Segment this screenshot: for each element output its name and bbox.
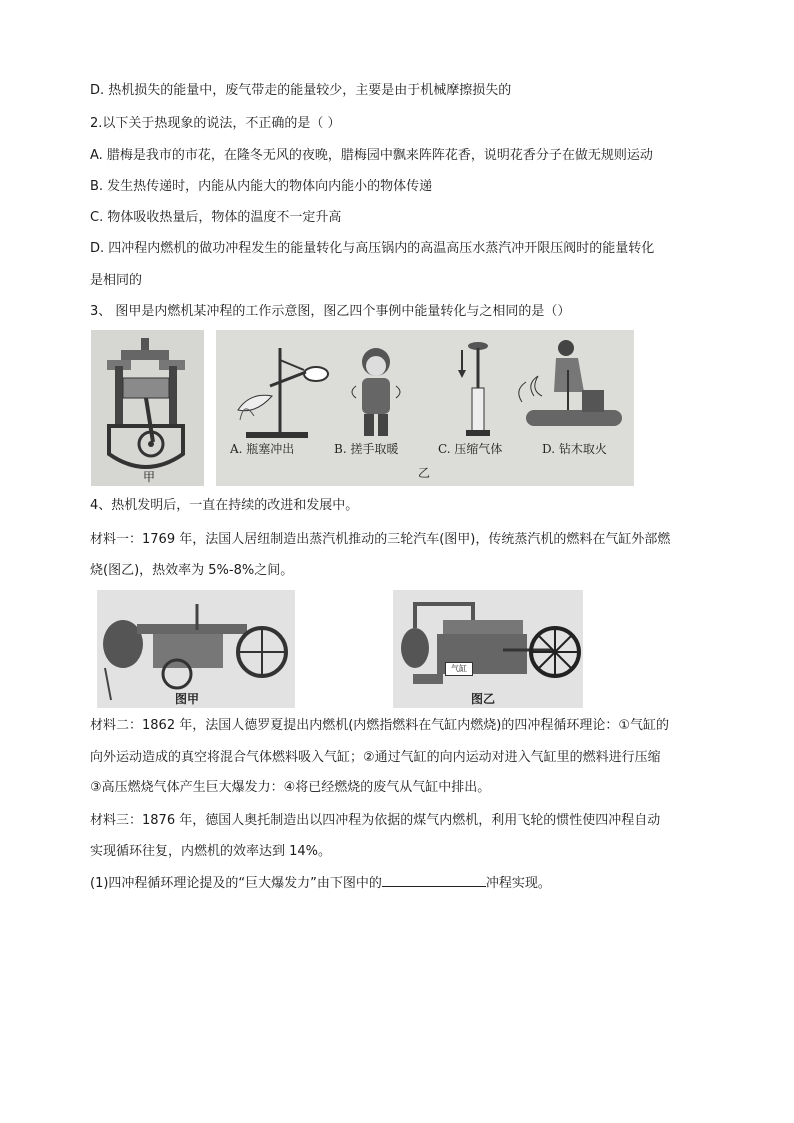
q2-option-b: B. 发生热传递时，内能从内能大的物体向内能小的物体传递 [90,179,433,194]
fig-jia-caption: 图甲 [175,692,200,706]
answer-blank[interactable] [382,874,486,887]
subquestion-1-text-after: 冲程实现。 [485,876,551,891]
option-a-caption: A. 瓶塞冲出 [230,442,295,456]
steam-engine-figure [393,590,583,708]
q3-stem: 3、 图甲是内燃机某冲程的工作示意图，图乙四个事例中能量转化与之相同的是（） [90,304,571,319]
fig-yi-caption: 图乙 [471,692,496,706]
fig-jia-label: 甲 [143,470,156,484]
q4-material1-line1: 材料一：1769 年，法国人居纽制造出蒸汽机推动的三轮汽车(图甲)，传统蒸汽机的燃料在气缸外部燃 [90,532,671,547]
q2-stem: 2.以下关于热现象的说法，不正确的是（ ） [90,116,341,131]
q1-option-d: D. 热机损失的能量中，废气带走的能量较少，主要是由于机械摩擦损失的 [90,83,512,98]
option-d-caption: D. 钻木取火 [542,442,607,456]
q2-option-d-line2: 是相同的 [90,273,143,288]
q2-option-d-line1: D. 四冲程内燃机的做功冲程发生的能量转化与高压锅内的高温高压水蒸汽冲开限压阀时的能量转化 [90,241,655,256]
q2-option-c: C. 物体吸收热量后，物体的温度不一定升高 [90,210,342,225]
option-b-caption: B. 搓手取暖 [334,442,399,456]
subquestion-1-text-before: (1)四冲程循环理论提及的“巨大爆发力”由下图中的 [90,876,382,891]
option-c-caption: C. 压缩气体 [438,442,503,456]
energy-examples-figure [216,330,634,486]
engine-diagram-illustration [91,330,204,486]
engine-diagram-figure [91,330,204,486]
fig-yi-label: 乙 [418,466,431,480]
q4-subquestion-1 [90,874,551,893]
cylinder-tag: 气缸 [445,662,473,676]
steam-car-figure [97,590,295,708]
q4-material2-line3: ③高压燃烧气体产生巨大爆发力：④将已经燃烧的废气从气缸中排出。 [90,780,491,795]
energy-examples-illustration [216,330,634,486]
q4-material2-line1: 材料二：1862 年，法国人德罗夏提出内燃机(内燃指燃料在气缸内燃烧)的四冲程循环理论：①气缸的 [90,718,670,733]
q4-material3-line2: 实现循环往复，内燃机的效率达到 14%。 [90,844,332,859]
q4-material2-line2: 向外运动造成的真空将混合气体燃料吸入气缸；②通过气缸的向内运动对进入气缸里的燃料进行压缩 [90,750,661,765]
q4-material1-line2: 烧(图乙)，热效率为 5%-8%之间。 [90,563,294,578]
q4-material3-line1: 材料三：1876 年，德国人奥托制造出以四冲程为依据的煤气内燃机，利用飞轮的惯性使四冲程自动 [90,813,661,828]
q4-intro: 4、热机发明后，一直在持续的改进和发展中。 [90,498,359,513]
q2-option-a: A. 腊梅是我市的市花，在隆冬无风的夜晚，腊梅园中飘来阵阵花香，说明花香分子在做无规则运动 [90,148,653,163]
